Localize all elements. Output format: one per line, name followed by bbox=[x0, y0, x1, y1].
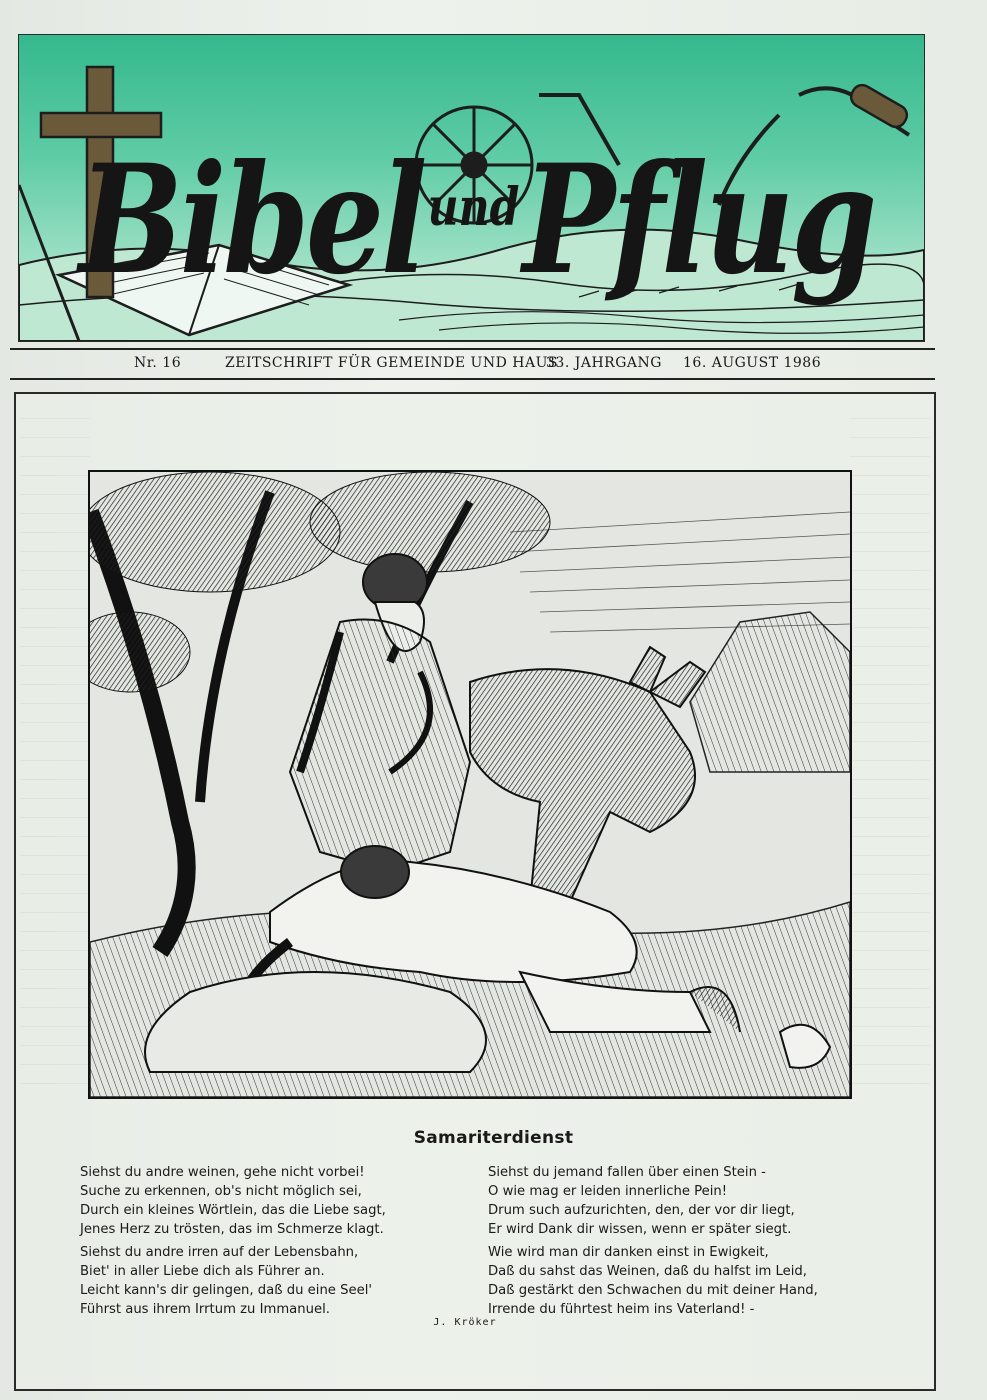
poem-line: Durch ein kleines Wörtlein, das die Liebe sagt, bbox=[80, 1203, 386, 1218]
poem-stanza-2 bbox=[80, 1243, 372, 1319]
magazine-subtitle: ZEITSCHRIFT FÜR GEMEINDE UND HAUS bbox=[225, 355, 558, 371]
poem-line: Irrende du führtest heim ins Vaterland! - bbox=[488, 1302, 755, 1317]
poem-stanza-1 bbox=[80, 1163, 386, 1239]
poem-line: Leicht kann's dir gelingen, daß du eine Seel' bbox=[80, 1283, 372, 1298]
engraving-drawing bbox=[90, 472, 850, 1097]
poem-line: Siehst du andre weinen, gehe nicht vorbei! bbox=[80, 1165, 365, 1180]
poem-line: Siehst du andre irren auf der Lebensbahn, bbox=[80, 1245, 359, 1260]
poem-line: Siehst du jemand fallen über einen Stein - bbox=[488, 1165, 766, 1180]
poem-line: Daß gestärkt den Schwachen du mit deiner Hand, bbox=[488, 1283, 818, 1298]
poem-line: Drum such aufzurichten, den, der vor dir liegt, bbox=[488, 1203, 795, 1218]
masthead-title bbox=[79, 132, 874, 308]
poem-line: Daß du sahst das Weinen, daß du halfst im Leid, bbox=[488, 1264, 807, 1279]
title-part-pflug: Pflug bbox=[522, 132, 874, 308]
title-part-und: und bbox=[427, 177, 520, 239]
poem-line: Suche zu erkennen, ob's nicht möglich sei, bbox=[80, 1184, 362, 1199]
volume-year: 33. JAHRGANG bbox=[546, 355, 662, 371]
poem-stanza-4 bbox=[488, 1243, 818, 1319]
issue-date: 16. AUGUST 1986 bbox=[683, 355, 822, 371]
info-bar-bottom-rule bbox=[10, 378, 935, 380]
poem-line: Jenes Herz zu trösten, das im Schmerze klagt. bbox=[80, 1222, 384, 1237]
poem-line: Er wird Dank dir wissen, wenn er später siegt. bbox=[488, 1222, 792, 1237]
issue-number: Nr. 16 bbox=[134, 355, 182, 371]
masthead bbox=[18, 34, 925, 342]
poem-line: Führst aus ihrem Irrtum zu Immanuel. bbox=[80, 1302, 330, 1317]
info-bar bbox=[10, 352, 935, 376]
poem-author: J. Kröker bbox=[433, 1317, 497, 1328]
info-bar-top-rule bbox=[10, 348, 935, 350]
poem-line: O wie mag er leiden innerliche Pein! bbox=[488, 1184, 728, 1199]
title-part-bibel: Bibel bbox=[79, 132, 425, 308]
poem-stanza-3 bbox=[488, 1163, 795, 1239]
poem-title: Samariterdienst bbox=[413, 1128, 574, 1148]
good-samaritan-engraving bbox=[88, 470, 852, 1099]
poem-line: Biet' in aller Liebe dich als Führer an. bbox=[80, 1264, 325, 1279]
poem-line: Wie wird man dir danken einst in Ewigkeit, bbox=[488, 1245, 769, 1260]
